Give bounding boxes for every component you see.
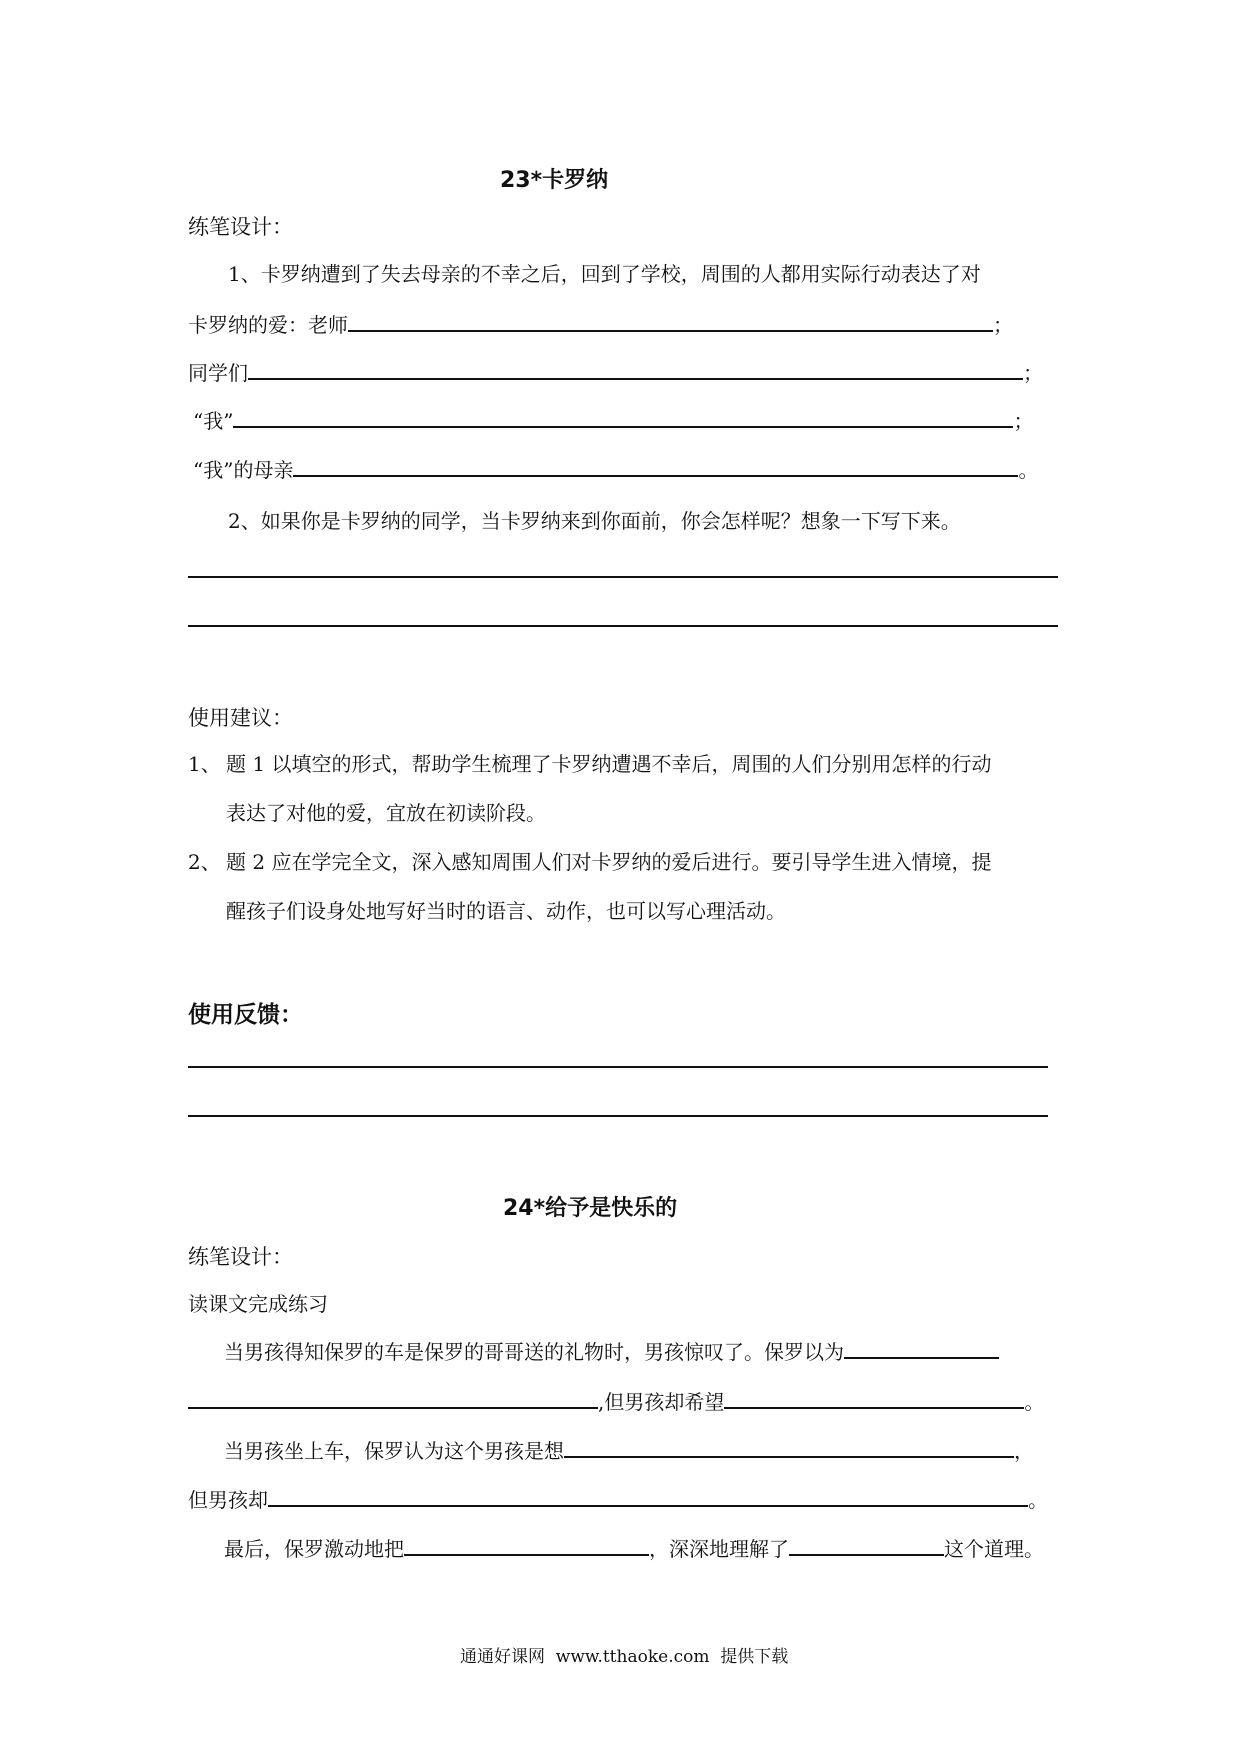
- classmates-blank[interactable]: [248, 358, 1023, 380]
- period: 。: [1018, 458, 1039, 482]
- paulo-action-blank[interactable]: [404, 1534, 649, 1556]
- advice-1-line-2: 表达了对他的爱，宜放在初读阶段。: [226, 801, 546, 825]
- semicolon: ；: [993, 313, 1013, 337]
- lesson-24-intro: 读课文完成练习: [188, 1292, 328, 1316]
- lesson-23-design-heading: 练笔设计：: [188, 215, 293, 239]
- advice-2-number: 2、: [188, 850, 221, 874]
- answer-line-2[interactable]: [188, 625, 1058, 627]
- period: 。: [1028, 1488, 1048, 1512]
- paragraph-2-text: 当男孩坐上车，保罗认为这个男孩是想: [224, 1439, 564, 1463]
- mother-blank[interactable]: [293, 455, 1018, 477]
- this-principle-text: 这个道理。: [944, 1537, 1044, 1561]
- me-blank[interactable]: [233, 406, 1013, 428]
- boy-actually-blank[interactable]: [268, 1485, 1028, 1507]
- feedback-line-1[interactable]: [188, 1066, 1048, 1068]
- advice-1-number: 1、: [188, 752, 221, 776]
- paragraph-2-line-1: [224, 1436, 1034, 1465]
- page-footer: 通通好课网 www.tthaoke.com 提供下载: [460, 1647, 789, 1667]
- paragraph-3-text: 最后，保罗激动地把: [224, 1537, 404, 1561]
- advice-1-line-1: 题 1 以填空的形式，帮助学生梳理了卡罗纳遭遇不幸后，周围的人们分别用怎样的行动: [226, 752, 992, 776]
- paragraph-1-text: 当男孩得知保罗的车是保罗的哥哥送的礼物时，男孩惊叹了。保罗以为: [224, 1340, 844, 1364]
- question-1-classmates-row: [188, 358, 1043, 387]
- lesson-24-design-heading: 练笔设计：: [188, 1245, 293, 1269]
- paulo-thought-blank[interactable]: [844, 1337, 999, 1359]
- boy-actually-text: 但男孩却: [188, 1488, 268, 1512]
- advice-2-line-1: 题 2 应在学完全文，深入感知周围人们对卡罗纳的爱后进行。要引导学生进入情境，提: [226, 850, 992, 874]
- me-prefix: “我”: [193, 409, 234, 433]
- semicolon: ；: [1023, 361, 1043, 385]
- teacher-blank[interactable]: [348, 310, 993, 332]
- paragraph-1-line-1: [224, 1337, 999, 1366]
- question-1-me-row: [193, 406, 1033, 435]
- question-1-mother-row: [193, 455, 1038, 484]
- feedback-heading: 使用反馈：: [188, 1002, 303, 1028]
- advice-2-line-2: 醒孩子们设身处地写好当时的语言、动作，也可以写心理活动。: [226, 899, 786, 923]
- feedback-line-2[interactable]: [188, 1115, 1048, 1117]
- principle-blank[interactable]: [789, 1534, 944, 1556]
- semicolon: ；: [1013, 409, 1034, 433]
- classmates-prefix: 同学们: [188, 361, 248, 385]
- teacher-prefix: 卡罗纳的爱：老师: [188, 313, 348, 337]
- period: 。: [1024, 1390, 1045, 1414]
- answer-line-1[interactable]: [188, 576, 1058, 578]
- mother-prefix: “我”的母亲: [193, 458, 294, 482]
- paulo-thought-blank-continued[interactable]: [188, 1387, 598, 1409]
- advice-heading: 使用建议：: [188, 706, 293, 730]
- understood-text: ，深深地理解了: [649, 1537, 789, 1561]
- question-1-teacher-row: [188, 310, 1013, 339]
- boy-wants-blank[interactable]: [564, 1436, 1014, 1458]
- question-1-line-1: 1、卡罗纳遭到了失去母亲的不幸之后，回到了学校，周围的人都用实际行动表达了对: [228, 262, 981, 286]
- paragraph-3: [224, 1534, 1044, 1563]
- lesson-24-title: 24*给予是快乐的: [503, 1196, 678, 1221]
- boy-hope-blank[interactable]: [724, 1387, 1024, 1409]
- question-2: 2、如果你是卡罗纳的同学，当卡罗纳来到你面前，你会怎样呢？想象一下写下来。: [228, 509, 961, 533]
- paragraph-1-line-2: [188, 1387, 1044, 1416]
- lesson-23-title: 23*卡罗纳: [500, 168, 609, 193]
- paragraph-2-line-2: [188, 1485, 1048, 1514]
- boy-hope-text: ,但男孩却希望: [598, 1390, 725, 1414]
- comma: ，: [1014, 1439, 1034, 1463]
